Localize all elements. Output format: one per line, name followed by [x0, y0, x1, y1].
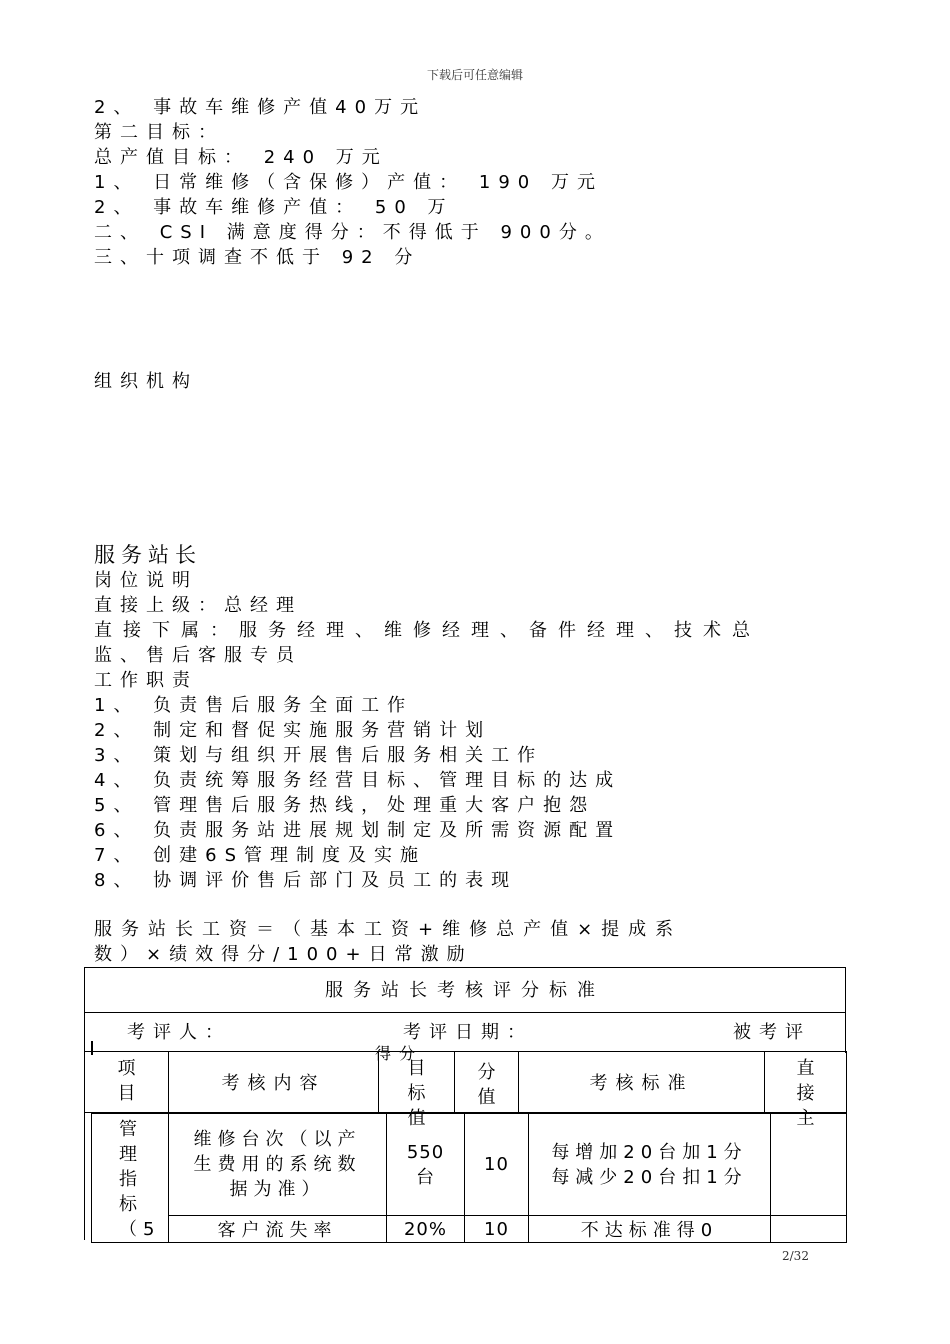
- header-item: 项目: [85, 1052, 169, 1113]
- header-score: 分值: [455, 1052, 519, 1113]
- direct-subordinates-line2: 监、售后客服专员: [94, 645, 302, 666]
- text-line: 第二目标：: [94, 122, 224, 143]
- text-line: 2、 事故车维修产值40万元: [94, 97, 427, 118]
- cell-standard: 每增加20台加1分 每减少20台扣1分: [529, 1114, 771, 1216]
- header-content: 考核内容: [169, 1052, 379, 1113]
- cell-target: 20%: [387, 1216, 465, 1243]
- table-left-border: [84, 1113, 85, 1240]
- eval-date-label: 考评日期：: [403, 1022, 533, 1043]
- cell-item: 管理指标（5: [92, 1114, 169, 1243]
- duty-item: 2、 制定和督促实施服务营销计划: [94, 720, 492, 741]
- duty-item: 3、 策划与组织开展售后服务相关工作: [94, 745, 544, 766]
- duty-item: 5、 管理售后服务热线，处理重大客户抱怨: [94, 795, 596, 816]
- text-line: 二、 CSI 满意度得分：不得低于 900分。: [94, 222, 611, 243]
- page-header: 下载后可任意编辑: [426, 68, 523, 82]
- direct-superior: 直接上级：总经理: [94, 595, 302, 616]
- cell-standard: 不达标准得0: [529, 1216, 771, 1243]
- direct-subordinates-line1: 直接下属：服务经理、维修经理、备件经理、技术总: [94, 620, 761, 641]
- duty-item: 7、 创建6S管理制度及实施: [94, 845, 427, 866]
- table-body: [91, 1113, 847, 1243]
- duty-item: 8、 协调评价售后部门及员工的表现: [94, 870, 518, 891]
- header-direct: 直接主: [765, 1052, 847, 1113]
- org-heading: 组织机构: [94, 371, 198, 392]
- role-title: 服务站长: [94, 543, 202, 567]
- text-line: 总产值目标： 240 万元: [94, 147, 388, 168]
- table-title: 服务站长考核评分标准: [84, 967, 846, 1013]
- table-meta-row: [84, 1013, 846, 1063]
- header-standard: 考核标准: [519, 1052, 765, 1113]
- text-line: 2、 事故车维修产值： 50 万: [94, 197, 454, 218]
- page-number: 2/32: [782, 1249, 809, 1263]
- evaluated-label: 被考评: [733, 1022, 811, 1043]
- duty-item: 4、 负责统筹服务经营目标、管理目标的达成: [94, 770, 622, 791]
- table-header: [84, 1051, 847, 1129]
- duty-item: 1、 负责售后服务全面工作: [94, 695, 414, 716]
- table-row: [92, 1114, 847, 1216]
- text-line: 1、 日常维修（含保修）产值： 190 万元: [94, 172, 603, 193]
- salary-formula-line1: 服务站长工资＝（基本工资+维修总产值×提成系: [94, 919, 683, 940]
- cell-content: 维修台次（以产生费用的系统数据为准）: [169, 1114, 387, 1216]
- cell-score: 10: [465, 1114, 529, 1216]
- header-target: 目标值: [379, 1052, 455, 1113]
- cell-direct: [771, 1216, 847, 1243]
- salary-formula-line2: 数）×绩效得分/100+日常激励: [94, 944, 473, 965]
- cell-target: 550台: [387, 1114, 465, 1216]
- evaluator-label: 考评人：: [127, 1022, 231, 1043]
- cell-score: 10: [465, 1216, 529, 1243]
- duty-item: 6、 负责服务站进展规划制定及所需资源配置: [94, 820, 622, 841]
- text-line: 三、十项调查不低于 92 分: [94, 247, 421, 268]
- clipped-text: 得分: [375, 1044, 424, 1063]
- duties-heading: 工作职责: [94, 670, 198, 691]
- role-desc: 岗位说明: [94, 570, 198, 591]
- cell-direct: [771, 1114, 847, 1216]
- cell-content: 客户流失率: [169, 1216, 387, 1243]
- table-row: [92, 1216, 847, 1243]
